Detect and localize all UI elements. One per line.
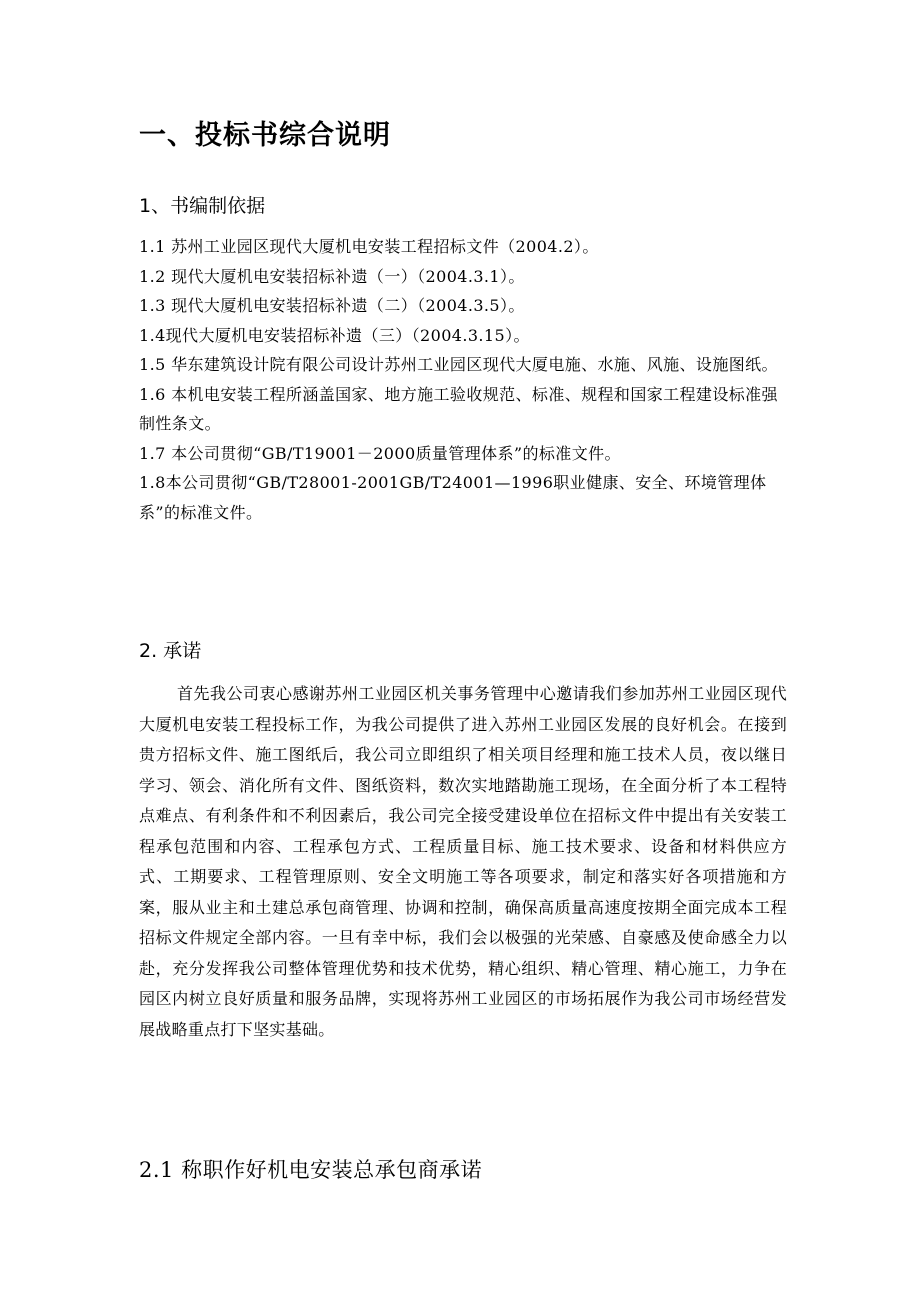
list-item: 1.7 本公司贯彻“GB/T19001－2000质量管理体系”的标准文件。 — [139, 443, 621, 463]
list-item: 1.8本公司贯彻“GB/T28001-2001GB/T24001—1996职业健康、安全、环境管理体系”的标准文件。 — [139, 473, 767, 522]
document-title: 一、投标书综合说明 — [139, 120, 391, 151]
list-item: 1.6 本机电安装工程所涵盖国家、地方施工验收规范、标准、规程和国家工程建设标准强制性条文。 — [139, 384, 778, 433]
list-item: 1.2 现代大厦机电安装招标补遗（一）（2004.3.1）。 — [139, 266, 525, 286]
list-item: 1.4现代大厦机电安装招标补遗（三）（2004.3.15）。 — [139, 325, 530, 345]
section-heading-basis: 1、书编制依据 — [139, 195, 266, 217]
list-item: 1.5 华东建筑设计院有限公司设计苏州工业园区现代大厦电施、水施、风施、设施图纸。 — [139, 355, 778, 374]
list-item: 1.3 现代大厦机电安装招标补遗（二）（2004.3.5）。 — [139, 296, 525, 315]
section-heading-commitment: 2. 承诺 — [139, 640, 202, 662]
list-item: 1.1 苏州工业园区现代大厦机电安装工程招标文件（2004.2）。 — [139, 237, 599, 256]
subsection-heading: 2.1 称职作好机电安装总承包商承诺 — [139, 1158, 483, 1182]
commitment-paragraph: 首先我公司衷心感谢苏州工业园区机关事务管理中心邀请我们参加苏州工业园区现代大厦机电安装工程投标工作，为我公司提供了进入苏州工业园区发展的良好机会。在接到贵方招标文件、施工图纸后，我公司立即组织了相关项目经理和施工技术人员，夜以继日学习、领会、消化所有文件、图纸资料，数次实地踏勘施工现场，在全面分析了本工程特点难点、有利条件和不利因素后，我公司完全接受建设单位在招标文件中提出有关安装工程承包范围和内容、工程承包方式、工程质量目标、施工技术要求、设备和材料供应方式、工期要求、工程管理原则、安全文明施工等各项要求，制定和落实好各项措施和方案，服从业主和土建总承包商管理、协调和控制，确保高质量高速度按期全面完成本工程招标文件规定全部内容。一旦有幸中标，我们会以极强的光荣感、自豪感及使命感全力以赴，充分发挥我公司整体管理优势和技术优势，精心组织、精心管理、精心施工，力争在园区内树立良好质量和服务品牌，实现将苏州工业园区的市场拓展作为我公司市场经营发展战略重点打下坚实基础。 — [139, 684, 787, 1039]
basis-list — [139, 232, 791, 527]
